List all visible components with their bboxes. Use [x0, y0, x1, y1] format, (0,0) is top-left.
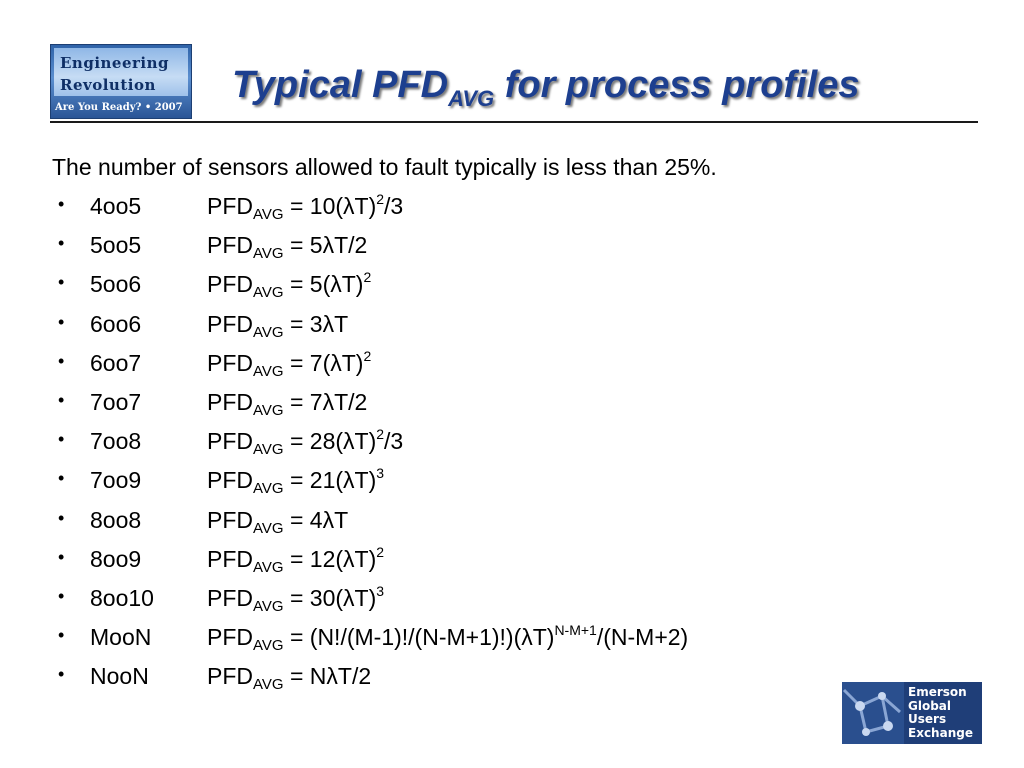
voting-config: 8oo10 [90, 584, 154, 611]
intro-text: The number of sensors allowed to fault typically is less than 25%. [52, 154, 717, 180]
pfd-subscript: AVG [253, 284, 284, 302]
logo-line2: Revolution [60, 76, 156, 94]
voting-config: 6oo6 [90, 310, 142, 337]
logo-banner [54, 48, 188, 96]
pfd-label: PFD [207, 193, 253, 219]
bullet-icon: • [58, 664, 65, 685]
title-main: Typical PFD [232, 64, 449, 106]
pfd-formula [207, 465, 385, 498]
slide-title [232, 64, 860, 111]
bullet-icon: • [58, 625, 65, 646]
bullet-icon: • [58, 350, 65, 371]
bullet-icon: • [58, 468, 65, 489]
pfd-formula [207, 232, 368, 263]
pfd-label: PFD [207, 584, 253, 611]
pfd-label: PFD [207, 467, 253, 494]
pfd-subscript: AVG [253, 637, 284, 655]
network-graphic [842, 682, 904, 744]
logo-line1: Engineering [60, 54, 170, 72]
voting-config: 6oo7 [90, 349, 142, 376]
pfd-label: PFD [207, 388, 253, 415]
emerson-global-users-exchange-logo [842, 682, 982, 744]
formula-suffix: /3 [384, 428, 404, 455]
voting-config: 5oo6 [90, 271, 142, 298]
voting-config: 5oo5 [90, 232, 142, 259]
bullet-icon: • [58, 389, 65, 410]
pfd-subscript: AVG [253, 401, 284, 419]
title-subscript: AVG [448, 86, 495, 111]
formula-expression: = 4λT [283, 506, 349, 533]
pfd-subscript: AVG [253, 676, 284, 694]
voting-config: 7oo9 [90, 467, 142, 494]
formula-expression: = 10(λT) [283, 193, 377, 219]
formula-exponent: 2 [376, 191, 385, 207]
voting-config: NooN [90, 663, 149, 690]
pfd-label: PFD [207, 506, 253, 533]
bullet-icon: • [58, 311, 65, 332]
footer-logo-line4: Exchange [908, 725, 973, 740]
voting-config: 7oo8 [90, 428, 142, 455]
pfd-formula [207, 663, 372, 694]
formula-exponent: 3 [376, 465, 385, 482]
pfd-label: PFD [207, 663, 253, 690]
pfd-formula [207, 506, 349, 537]
formula-suffix: /(N-M+2) [596, 624, 689, 651]
pfd-subscript: AVG [253, 558, 284, 576]
formula-expression: = 5(λT) [283, 271, 364, 298]
pfd-label: PFD [207, 310, 253, 337]
footer-logo-line2: Global [908, 698, 952, 713]
footer-logo-line1: Emerson [908, 685, 967, 699]
pfd-subscript: AVG [253, 441, 284, 459]
title-rest: for process profiles [494, 64, 860, 106]
pfd-formula [207, 347, 372, 380]
pfd-formula [207, 388, 368, 419]
pfd-label: PFD [207, 232, 253, 259]
bullet-icon: • [58, 546, 65, 567]
pfd-formula [207, 622, 689, 655]
footer-logo-line3: Users [908, 712, 947, 726]
pfd-formula [207, 582, 385, 615]
pfd-subscript: AVG [253, 245, 284, 263]
voting-config: 8oo9 [90, 545, 142, 572]
bullet-icon: • [58, 429, 65, 450]
formula-expression: = 7(λT) [283, 349, 364, 376]
pfd-subscript: AVG [253, 597, 284, 615]
pfd-label: PFD [207, 624, 253, 651]
logo-tagline: Are You Ready? • 2007 [55, 102, 183, 113]
bullet-icon: • [58, 194, 65, 214]
pfd-label: PFD [207, 349, 253, 376]
title-divider [50, 121, 978, 123]
bullet-icon: • [58, 507, 65, 528]
formula-exponent: 3 [376, 582, 385, 599]
formula-expression: = 21(λT) [283, 467, 377, 494]
formula-expression: = 12(λT) [283, 545, 377, 572]
pfd-formula [207, 426, 404, 459]
voting-config: 8oo8 [90, 506, 142, 533]
pfd-subscript: AVG [253, 206, 284, 223]
formula-exponent: 2 [363, 269, 372, 286]
voting-config: 7oo7 [90, 388, 142, 415]
voting-config: MooN [90, 624, 152, 651]
formula-exponent: 2 [376, 426, 385, 443]
formula-expression: = NλT/2 [283, 663, 372, 690]
formula-expression: = 7λT/2 [283, 388, 368, 415]
pfd-label: PFD [207, 545, 253, 572]
bullet-icon: • [58, 585, 65, 606]
pfd-subscript: AVG [253, 480, 284, 498]
formula-expression: = 3λT [283, 310, 349, 337]
pfd-label: PFD [207, 271, 253, 298]
formula-expression: = 5λT/2 [283, 232, 368, 259]
pfd-formula [207, 191, 404, 223]
pfd-subscript: AVG [253, 519, 284, 537]
pfd-formula [207, 269, 372, 302]
footer-logo-text [908, 686, 973, 740]
formula-expression: = (N!/(M-1)!/(N-M+1)!)(λT) [283, 624, 555, 651]
engineering-revolution-logo [50, 44, 192, 119]
pfd-subscript: AVG [253, 362, 284, 380]
formula-expression: = 30(λT) [283, 584, 377, 611]
pfd-label: PFD [207, 428, 253, 455]
pfd-formula [207, 543, 385, 576]
formula-exponent: 2 [363, 347, 372, 364]
pfd-formula [207, 310, 349, 341]
bullet-icon: • [58, 233, 65, 254]
formula-suffix: /3 [384, 193, 404, 219]
bullet-icon: • [58, 272, 65, 293]
formula-expression: = 28(λT) [283, 428, 377, 455]
formula-exponent: 2 [376, 543, 385, 560]
voting-config: 4oo5 [90, 193, 142, 219]
formula-exponent: N-M+1 [554, 622, 597, 639]
pfd-subscript: AVG [253, 323, 284, 341]
